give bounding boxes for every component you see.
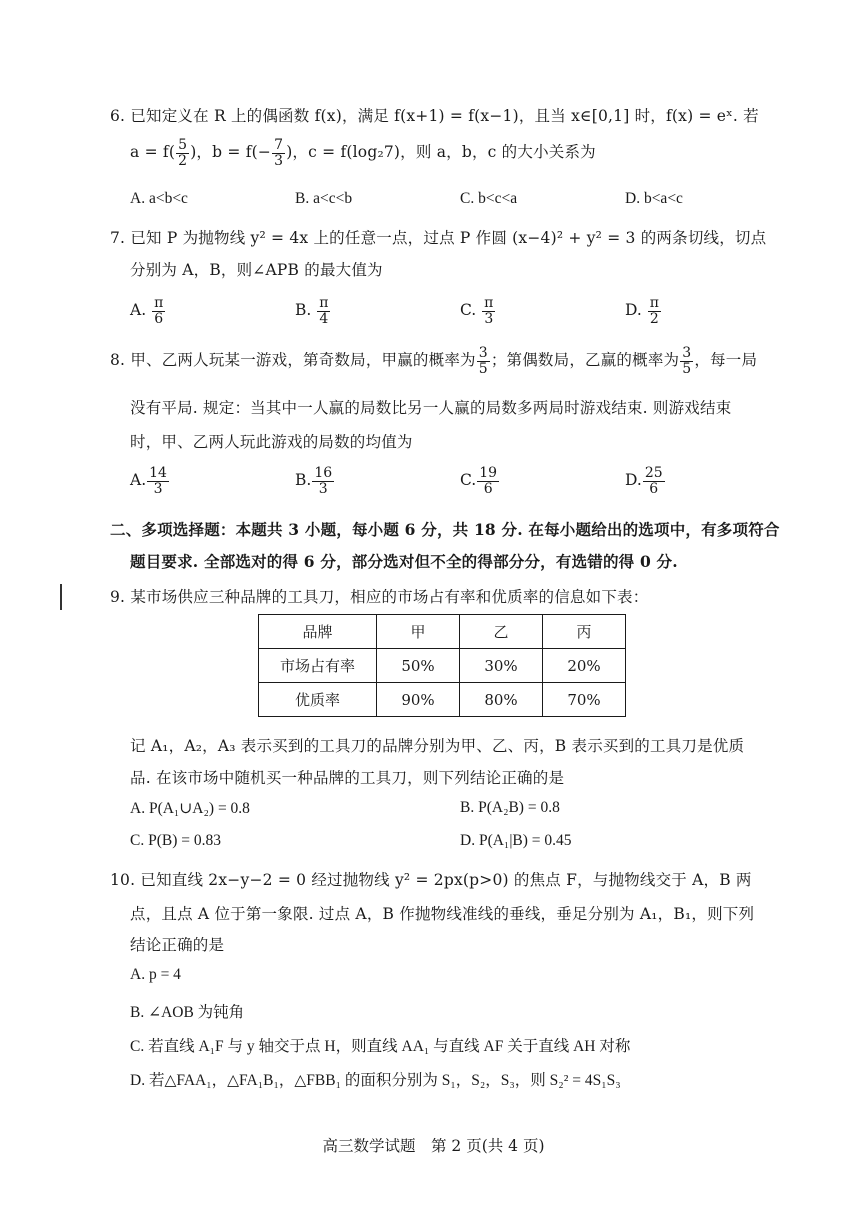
q6-option-b[interactable]: B. a<c<b [295, 190, 353, 207]
margin-mark [60, 584, 62, 610]
q9-option-a[interactable]: A. P(A₁∪A₂) = 0.8 [130, 800, 250, 817]
q9-option-d[interactable]: D. P(A₁|B) = 0.45 [460, 832, 572, 849]
table-cell: 50% [377, 649, 460, 683]
q7-stem-line2: 分别为 A，B，则∠APB 的最大值为 [130, 261, 383, 279]
q7-option-c-den: 3 [484, 310, 494, 327]
page-footer: 高三数学试题 第 2 页(共 4 页) [322, 1137, 545, 1155]
q7-option-d-num: π [649, 295, 659, 311]
q10-option-d[interactable]: D. 若△FAA₁，△FA₁B₁，△FBB₁ 的面积分别为 S₁，S₂，S₃，则 S₂² = 4S₁S₃ [130, 1072, 621, 1089]
q10-option-c[interactable]: C. 若直线 A₁F 与 y 轴交于点 H，则直线 AA₁ 与直线 AF 关于直线 AH 对称 [130, 1038, 631, 1055]
q8-frac2-den: 5 [682, 360, 692, 377]
q8-stem-line2: 没有平局. 规定：当其中一人赢的局数比另一人赢的局数多两局时游戏结束. 则游戏结束 [130, 399, 732, 417]
q6-stem-line1: 6. 已知定义在 R 上的偶函数 f(x)，满足 f(x+1) = f(x−1)，且当 x∈[0,1] 时，f(x) = eˣ. 若 [110, 107, 759, 125]
q8-option-b-label: B. [295, 471, 312, 490]
q7-option-d-label: D. [625, 301, 642, 320]
q8-option-d-label: D. [625, 471, 642, 490]
q7-option-c[interactable] [460, 296, 496, 326]
q7-option-b-label: B. [295, 301, 312, 320]
q8-line1-post: ，每一局 [694, 351, 758, 370]
q7-option-d[interactable] [625, 296, 662, 326]
table-cell: 70% [543, 683, 626, 717]
q9-after-line1: 记 A₁，A₂，A₃ 表示买到的工具刀的品牌分别为甲、乙、丙，B 表示买到的工具刀是优质 [130, 737, 745, 755]
q9-after-line2: 品. 在该市场中随机买一种品牌的工具刀，则下列结论正确的是 [130, 769, 565, 787]
q8-option-b[interactable] [295, 466, 335, 496]
table-header-cell: 乙 [460, 615, 543, 649]
q9-stem-line1: 9. 某市场供应三种品牌的工具刀，相应的市场占有率和优质率的信息如下表： [110, 588, 649, 606]
q10-stem-line3: 结论正确的是 [130, 936, 225, 954]
table-header-row [259, 615, 626, 649]
table-row [259, 649, 626, 683]
q6-line2-post: )，c = f(log₂7)，则 a，b，c 的大小关系为 [286, 143, 596, 162]
q8-option-c-num: 19 [479, 465, 498, 481]
q8-option-a[interactable] [130, 466, 170, 496]
q6-stem-line2 [130, 138, 596, 168]
q7-option-c-num: π [484, 295, 494, 311]
table-cell: 20% [543, 649, 626, 683]
q8-option-d[interactable] [625, 466, 666, 496]
table-cell: 优质率 [259, 683, 377, 717]
q8-option-a-label: A. [130, 471, 147, 490]
table-header-cell: 甲 [377, 615, 460, 649]
table-cell: 80% [460, 683, 543, 717]
q6-option-c[interactable]: C. b<c<a [460, 190, 518, 207]
q8-frac1-den: 5 [478, 360, 488, 377]
q7-option-a-den: 6 [154, 310, 164, 327]
q7-option-a-label: A. [130, 301, 147, 320]
q6-line2-pre: a = f( [130, 143, 176, 162]
q8-option-d-den: 6 [649, 480, 659, 497]
q8-frac1-num: 3 [478, 345, 488, 361]
q9-info-table [258, 614, 626, 717]
q6-frac-a-num: 5 [178, 137, 188, 153]
q9-option-c[interactable]: C. P(B) = 0.83 [130, 832, 221, 849]
q10-option-a[interactable]: A. p = 4 [130, 966, 181, 983]
table-cell: 市场占有率 [259, 649, 377, 683]
section2-heading-line2: 题目要求. 全部选对的得 6 分，部分选对但不全的得部分分，有选错的得 0 分. [130, 552, 678, 571]
q6-frac-a [176, 138, 189, 168]
q7-option-a[interactable] [130, 296, 166, 326]
q7-option-d-den: 2 [649, 310, 659, 327]
q8-frac2-num: 3 [682, 345, 692, 361]
q8-option-a-num: 14 [149, 465, 167, 481]
q6-line2-mid: )，b = f(− [190, 143, 272, 162]
q8-option-a-den: 3 [153, 480, 163, 497]
q8-frac1 [477, 346, 490, 376]
q7-stem-line1: 7. 已知 P 为抛物线 y² = 4x 上的任意一点，过点 P 作圆 (x−4)² + y² = 3 的两条切线，切点 [110, 229, 767, 247]
q6-frac-b [272, 138, 285, 168]
q7-option-b-num: π [319, 295, 329, 311]
q6-frac-a-den: 2 [178, 152, 188, 169]
q6-option-d[interactable]: D. b<a<c [625, 190, 683, 207]
table-header-cell: 丙 [543, 615, 626, 649]
q10-stem-line2: 点，且点 A 位于第一象限. 过点 A，B 作抛物线准线的垂线，垂足分别为 A₁，B₁，则下列 [130, 905, 755, 923]
q10-stem-line1: 10. 已知直线 2x−y−2 = 0 经过抛物线 y² = 2px(p>0) 的焦点 F，与抛物线交于 A，B 两 [110, 871, 752, 889]
q8-line1-mid: ；第偶数局，乙赢的概率为 [490, 351, 680, 370]
q8-stem-line3: 时，甲、乙两人玩此游戏的局数的均值为 [130, 433, 413, 451]
q7-option-a-num: π [154, 295, 164, 311]
q6-frac-b-den: 3 [274, 152, 284, 169]
q8-option-c[interactable] [460, 466, 500, 496]
table-header-cell: 品牌 [259, 615, 377, 649]
q9-option-b[interactable]: B. P(A₂B) = 0.8 [460, 799, 560, 816]
q8-option-c-den: 6 [483, 480, 493, 497]
section2-heading-line1: 二、多项选择题：本题共 3 小题，每小题 6 分，共 18 分. 在每小题给出的选项中，有多项符合 [110, 520, 780, 539]
q7-option-b[interactable] [295, 296, 331, 326]
table-cell: 30% [460, 649, 543, 683]
q8-frac2 [680, 346, 693, 376]
q8-stem-line1 [110, 346, 757, 376]
q10-option-b[interactable]: B. ∠AOB 为钝角 [130, 1004, 245, 1021]
q8-option-b-den: 3 [318, 480, 328, 497]
table-cell: 90% [377, 683, 460, 717]
q8-option-b-num: 16 [314, 465, 333, 481]
q8-option-c-label: C. [460, 471, 477, 490]
q7-option-c-label: C. [460, 301, 477, 320]
q8-option-d-num: 25 [644, 465, 663, 481]
q8-line1-pre: 8. 甲、乙两人玩某一游戏，第奇数局，甲赢的概率为 [110, 351, 476, 370]
q7-option-b-den: 4 [319, 310, 329, 327]
q6-frac-b-num: 7 [274, 137, 284, 153]
table-row [259, 683, 626, 717]
q6-option-a[interactable]: A. a<b<c [130, 190, 188, 207]
